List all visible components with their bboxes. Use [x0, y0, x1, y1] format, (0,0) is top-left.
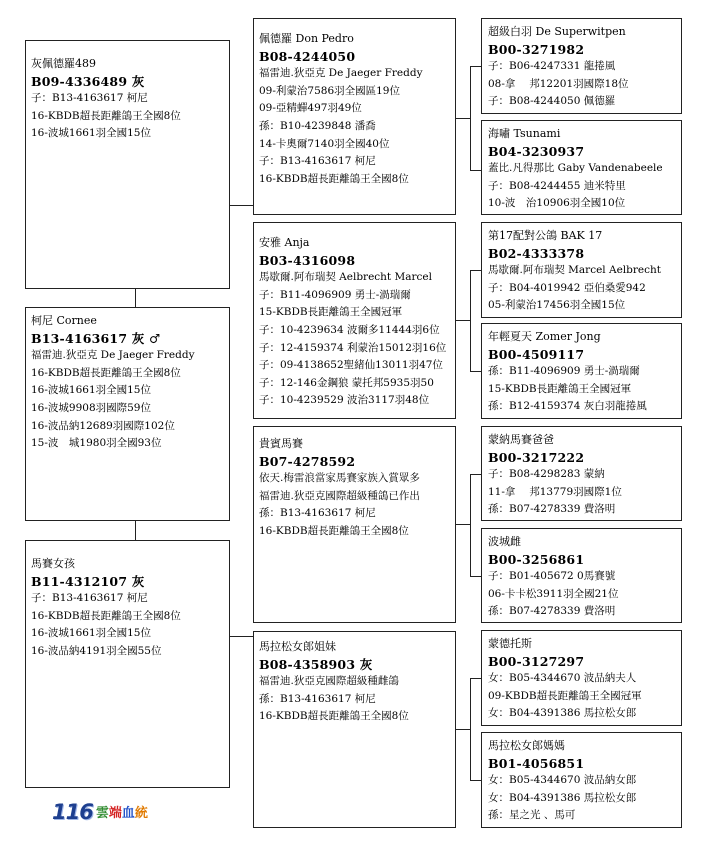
gen3-box-3: [481, 222, 682, 318]
ring-number: B11-4312107 灰: [31, 573, 145, 589]
detail-line: 16-波品納12689羽國際102位: [31, 419, 175, 432]
detail-line: 08-拿 邦12201羽國際18位: [488, 77, 629, 90]
connector-line: [470, 66, 481, 67]
detail-line: 福雷迪.狄亞克國際超級種雌鴿: [259, 675, 399, 688]
connector-line: [135, 289, 136, 307]
detail-line: 女：B04-4391386 馬拉松女郎: [488, 791, 637, 804]
detail-line: 09-利蒙治7586羽全國區19位: [259, 84, 400, 97]
site-logo: [52, 800, 148, 824]
detail-line: 孫：B13-4163617 柯尼: [259, 692, 376, 705]
gen3-box-6: [481, 528, 682, 623]
ring-number: B00-3271982: [488, 41, 585, 57]
detail-line: 14-卡奧爾7140羽全國40位: [259, 137, 390, 150]
detail-line: 16-KBDB超長距離鴿王全國8位: [259, 172, 409, 185]
detail-line: 09-KBDB超長距離鴿王全國冠軍: [488, 689, 642, 702]
detail-line: 馬歇爾.阿布瑞契 Aelbrecht Marcel: [259, 271, 432, 284]
detail-line: 10-波 治10906羽全國10位: [488, 197, 626, 210]
pigeon-name: 佩德羅 Don Pedro: [259, 32, 354, 45]
detail-line: 子：B13-4163617 柯尼: [259, 155, 376, 168]
detail-line: 子：10-4239634 波爾多11444羽6位: [259, 323, 440, 336]
pigeon-name: 灰佩德羅489: [31, 57, 96, 70]
connector-line: [135, 521, 136, 540]
ring-number: B02-4333378: [488, 245, 585, 261]
connector-line: [470, 780, 481, 781]
gen1-box-sire: [25, 40, 230, 289]
gen3-box-2: [481, 120, 682, 215]
ring-number: B04-3230937: [488, 143, 585, 159]
detail-line: 子：B08-4244050 佩德羅: [488, 95, 616, 108]
detail-line: 子：09-4138652聖緒仙13011羽47位: [259, 359, 443, 372]
detail-line: 16-波城1661羽全國15位: [31, 384, 151, 397]
detail-line: 子：B04-4019942 亞伯桑愛942: [488, 281, 646, 294]
detail-line: 依天.梅雷浪當家馬賽家族入賞眾多: [259, 472, 420, 485]
detail-line: 16-KBDB超長距離鴿王全國8位: [259, 524, 409, 537]
detail-line: 16-KBDB超長距離鴿王全國8位: [31, 609, 181, 622]
connector-line: [470, 576, 481, 577]
detail-line: 16-KBDB超長距離鴿王全國8位: [31, 109, 181, 122]
pigeon-name: 海嘯 Tsunami: [488, 127, 561, 140]
gen2-box-2: [253, 222, 456, 419]
pigeon-name: 馬拉松女郎姐妹: [259, 640, 336, 653]
connector-line: [470, 170, 481, 171]
detail-line: 子：B01-405672 0馬賽號: [488, 570, 616, 583]
detail-line: 子：B11-4096909 勇士-渦瑞爾: [259, 288, 411, 301]
detail-line: 女：B05-4344670 波品納女郎: [488, 774, 637, 787]
pigeon-name: 安雅 Anja: [259, 236, 310, 249]
detail-line: 16-波城1661羽全國15位: [31, 127, 151, 140]
ring-number: B08-4244050: [259, 48, 356, 64]
pigeon-name: 蒙德托斯: [488, 637, 532, 650]
logo-text: 雲端血統: [95, 806, 148, 821]
ring-number: B09-4336489 灰: [31, 73, 145, 89]
detail-line: 孫：B12-4159374 灰白羽龍捲風: [488, 400, 647, 413]
connector-line: [470, 66, 471, 170]
detail-line: 馬歇爾.阿布瑞契 Marcel Aelbrecht: [488, 264, 661, 277]
detail-line: 孫：B07-4278339 費洛明: [488, 503, 616, 516]
detail-line: 子：B13-4163617 柯尼: [31, 592, 148, 605]
gen2-box-4: [253, 631, 456, 828]
ring-number: B01-4056851: [488, 755, 585, 771]
detail-line: 11-拿 邦13779羽國際1位: [488, 485, 622, 498]
detail-line: 孫：B10-4239848 潘喬: [259, 119, 376, 132]
detail-line: 05-利蒙治17456羽全國15位: [488, 299, 626, 312]
pigeon-name: 第17配對公鴿 BAK 17: [488, 229, 603, 242]
connector-line: [456, 524, 470, 525]
ring-number: B07-4278592: [259, 453, 356, 469]
detail-line: 15-KBDB長距離鴿王全國冠軍: [488, 382, 632, 395]
pigeon-name: 柯尼 Cornee: [31, 314, 97, 327]
pigeon-name: 波城雌: [488, 535, 521, 548]
gen3-box-4: [481, 323, 682, 419]
connector-line: [470, 270, 471, 371]
detail-line: 子：B13-4163617 柯尼: [31, 92, 148, 105]
pigeon-name: 馬拉松女郎媽媽: [488, 739, 565, 752]
detail-line: 孫：B07-4278339 費洛明: [488, 605, 616, 618]
connector-line: [230, 636, 253, 637]
pigeon-name: 貴賓馬賽: [259, 437, 303, 450]
connector-line: [456, 118, 470, 119]
pigeon-name: 年輕夏天 Zomer Jong: [488, 330, 601, 343]
pigeon-name: 馬賽女孩: [31, 557, 75, 570]
detail-line: 子：12-146金鋼狼 蒙托邦5935羽50: [259, 376, 434, 389]
ring-number: B00-3256861: [488, 551, 585, 567]
pigeon-name: 超級白羽 De Superwitpen: [488, 25, 626, 38]
detail-line: 孫：星之光 、馬可: [488, 809, 576, 822]
ring-number: B03-4316098: [259, 252, 356, 268]
connector-line: [470, 474, 471, 576]
pigeon-name: 蒙納馬賽爸爸: [488, 433, 554, 446]
detail-line: 09-亞精蟬497羽49位: [259, 102, 362, 115]
gen2-box-3: [253, 426, 456, 623]
detail-line: 子：B06-4247331 龍捲風: [488, 60, 616, 73]
detail-line: 06-卡卡松3911羽全國21位: [488, 587, 619, 600]
detail-line: 子：B08-4244455 迪米特里: [488, 179, 626, 192]
gen1-box-subject: [25, 307, 230, 521]
connector-line: [470, 678, 471, 780]
ring-number: B00-3127297: [488, 653, 585, 669]
detail-line: 福雷迪.狄亞克國際超級種鴿已作出: [259, 489, 420, 502]
detail-line: 16-KBDB超長距離鴿王全國8位: [259, 710, 409, 723]
detail-line: 福雷迪.狄亞克 De Jaeger Freddy: [31, 349, 195, 362]
gen1-box-dam: [25, 540, 230, 788]
connector-line: [230, 205, 253, 206]
detail-line: 15-波 城1980羽全國93位: [31, 437, 162, 450]
gen3-box-7: [481, 630, 682, 726]
connector-line: [456, 320, 470, 321]
detail-line: 子：B08-4298283 蒙納: [488, 468, 605, 481]
detail-line: 福雷迪.狄亞克 De Jaeger Freddy: [259, 67, 423, 80]
ring-number: B08-4358903 灰: [259, 656, 373, 672]
connector-line: [470, 474, 481, 475]
gen3-box-1: [481, 18, 682, 114]
detail-line: 子：12-4159374 利蒙治15012羽16位: [259, 341, 447, 354]
detail-line: 女：B04-4391386 馬拉松女郎: [488, 707, 637, 720]
ring-number: B00-3217222: [488, 449, 585, 465]
detail-line: 孫：B13-4163617 柯尼: [259, 507, 376, 520]
connector-line: [470, 678, 481, 679]
detail-line: 子：10-4239529 波治3117羽48位: [259, 394, 430, 407]
gen3-box-8: [481, 732, 682, 828]
detail-line: 16-波城9908羽國際59位: [31, 401, 151, 414]
detail-line: 16-波城1661羽全國15位: [31, 627, 151, 640]
ring-number: B13-4163617 灰 ♂: [31, 330, 161, 346]
detail-line: 16-波品納4191羽全國55位: [31, 644, 162, 657]
connector-line: [470, 371, 481, 372]
detail-line: 15-KBDB長距離鴿王全國冠軍: [259, 306, 403, 319]
ring-number: B00-4509117: [488, 346, 585, 362]
connector-line: [456, 729, 470, 730]
gen3-box-5: [481, 426, 682, 521]
logo-number: 116: [52, 800, 93, 824]
connector-line: [470, 270, 481, 271]
detail-line: 16-KBDB超長距離鴿王全國8位: [31, 366, 181, 379]
detail-line: 女：B05-4344670 波品納夫人: [488, 672, 637, 685]
detail-line: 蓋比.凡得那比 Gaby Vandenabeele: [488, 162, 663, 175]
gen2-box-1: [253, 18, 456, 215]
detail-line: 孫：B11-4096909 勇士-渦瑞爾: [488, 365, 640, 378]
